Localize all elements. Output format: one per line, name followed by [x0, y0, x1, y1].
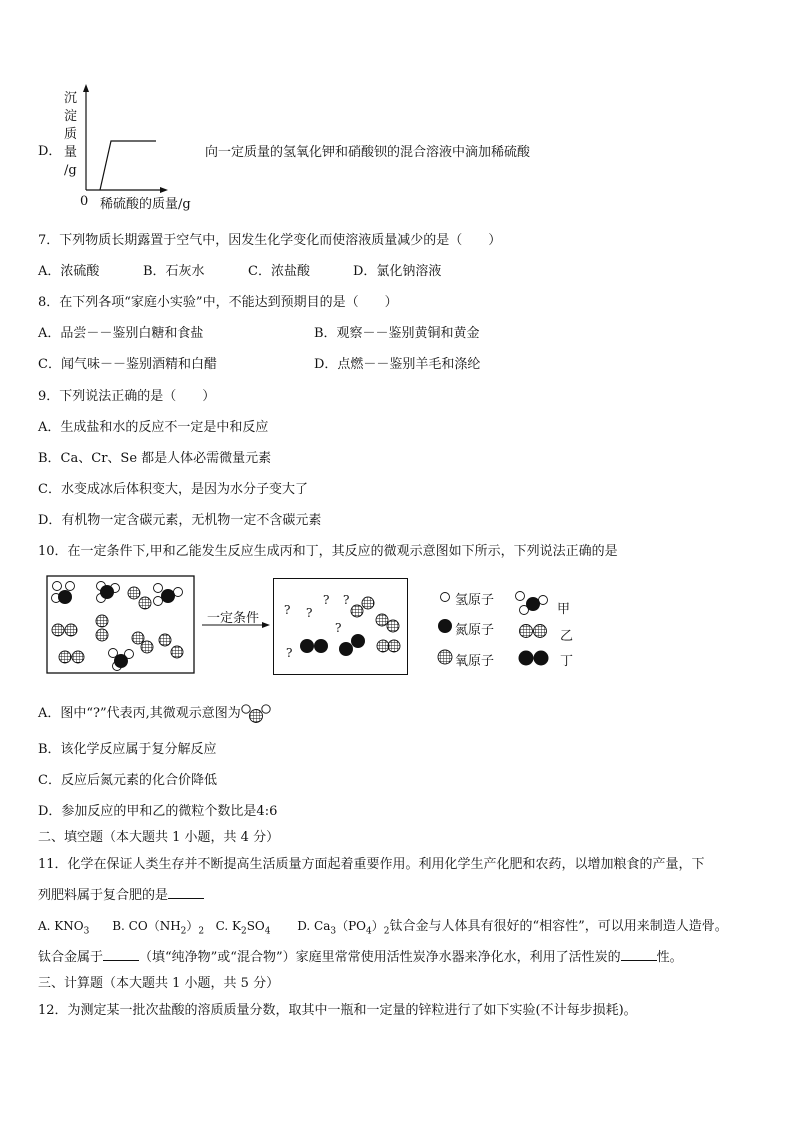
- option-c: C．闻气味－－鉴别酒精和白醋: [38, 357, 217, 372]
- molecule-yi: [159, 634, 171, 646]
- nitrogen-atom-icon: [438, 619, 452, 633]
- option-c: C．水变成冰后体积变大，是因为水分子变大了: [38, 482, 308, 497]
- question-stem-line2: 列肥料属于复合肥的是: [38, 884, 204, 903]
- option-d: D．氯化钠溶液: [353, 264, 442, 279]
- y-axis-arrow: [83, 84, 89, 92]
- option-d: D．点燃－－鉴别羊毛和涤纶: [314, 357, 481, 372]
- option-d: D．有机物一定含碳元素，无机物一定不含碳元素: [38, 513, 322, 528]
- question-stem: 9．下列说法正确的是（ ）: [38, 389, 216, 404]
- legend-oxygen: 氧原子: [455, 654, 495, 669]
- q6d-caption: 向一定质量的氢氧化钾和硝酸钡的混合溶液中滴加稀硫酸: [205, 145, 531, 160]
- legend-nitrogen: 氮原子: [455, 623, 495, 638]
- option-d: D. $Ca_3(PO_4)_2$: [297, 919, 390, 937]
- legend-jia: 甲: [557, 602, 571, 617]
- option-c: C. $K_2SO_4$: [215, 919, 271, 937]
- option-b: B. $CO(NH_2)_2$: [112, 919, 205, 937]
- unknown-mark: ?: [284, 603, 291, 617]
- question-stem: 10．在一定条件下,甲和乙能发生反应生成丙和丁，其反应的微观示意图如下所示，下列说法正确的是: [38, 544, 618, 559]
- unknown-mark: ?: [323, 593, 330, 607]
- option-b: B．该化学反应属于复分解反应: [38, 742, 217, 757]
- precipitate-chart: [78, 84, 168, 194]
- titanium-alloy-text: 钛合金与人体具有很好的“相容性”，可以用来制造人造骨。: [389, 919, 728, 934]
- section-heading: 三、计算题（本大题共 1 小题，共 5 分）: [38, 976, 280, 991]
- answer-blank[interactable]: [621, 948, 657, 961]
- section-heading: 二、填空题（本大题共 1 小题，共 4 分）: [38, 830, 280, 845]
- legend-yi: 乙: [560, 629, 574, 644]
- molecule-ding-icon: [519, 651, 549, 666]
- unknown-mark: ?: [306, 606, 313, 620]
- option-a: A. $KNO_3$: [38, 919, 90, 937]
- molecule-ding: [300, 639, 314, 653]
- option-c: C．浓盐酸: [248, 264, 310, 279]
- option-b: B．石灰水: [143, 264, 205, 279]
- question-stem-line1: 11．化学在保证人类生存并不断提高生活质量方面起着重要作用。利用化学生产化肥和农药，以增加粮食的产量，下: [38, 857, 705, 872]
- molecule-jia: [97, 582, 120, 603]
- chart-xlabel: 稀硫酸的质量/g: [100, 197, 191, 212]
- option-b: B．Ca、Cr、Se 都是人体必需微量元素: [38, 451, 272, 466]
- unknown-mark: ?: [286, 646, 293, 660]
- question-12-stem: 12．为测定某一批次盐酸的溶质质量分数，取其中一瓶和一定量的锌粒进行了如下实验(不计每步损耗)。: [38, 1003, 637, 1018]
- option-label: D．: [38, 144, 62, 159]
- molecule-jia: [154, 584, 183, 606]
- option-c: C．反应后氮元素的化合价降低: [38, 773, 217, 788]
- bing-molecule-icon: [241, 703, 271, 725]
- chart-origin: 0: [80, 194, 89, 209]
- option-b: B．观察－－鉴别黄铜和黄金: [314, 326, 480, 341]
- question-stem: 7．下列物质长期露置于空气中，因发生化学变化而使溶液质量减少的是（ ）: [38, 233, 502, 248]
- reactants-box: [46, 575, 196, 675]
- option-a: A．生成盐和水的反应不一定是中和反应: [38, 420, 269, 435]
- answer-blank[interactable]: [168, 886, 204, 899]
- molecule-jia: [109, 649, 134, 671]
- molecule-jia-icon: [516, 592, 548, 615]
- unknown-mark: ?: [343, 593, 350, 607]
- question-stem-line4: 钛合金属于 （填“纯净物”或“混合物”）家庭里常常使用活性炭净水器来净化水，利用了活性炭的 性。: [38, 950, 683, 965]
- unknown-mark: ?: [335, 621, 342, 635]
- molecule-yi: [132, 632, 144, 644]
- molecule-ding: [339, 642, 353, 656]
- option-a: A．浓硫酸: [38, 264, 100, 279]
- molecule-yi: [52, 624, 64, 636]
- oxygen-atom-icon: [438, 650, 452, 664]
- question-options-line: [38, 915, 728, 936]
- option-d: D．参加反应的甲和乙的微粒个数比是4:6: [38, 804, 278, 819]
- option-a: A．图中“?”代表丙,其微观示意图为: [38, 702, 271, 725]
- legend-molecules: [514, 590, 554, 670]
- molecule-yi: [96, 615, 108, 627]
- option-a: A．品尝－－鉴别白糖和食盐: [38, 326, 204, 341]
- legend-atoms: [437, 589, 453, 669]
- data-line: [100, 141, 156, 190]
- molecule-yi: [59, 651, 71, 663]
- molecule-yi-icon: [520, 625, 547, 638]
- products-box: [273, 578, 408, 675]
- legend-ding: 丁: [560, 654, 574, 669]
- reaction-condition: 一定条件: [207, 611, 260, 626]
- chart-ylabel: 沉 淀 质 量 /g: [64, 91, 78, 178]
- hydrogen-atom-icon: [441, 593, 450, 602]
- product-molecules: [274, 579, 407, 674]
- answer-blank[interactable]: [103, 948, 139, 961]
- molecule-jia: [52, 582, 75, 605]
- legend-hydrogen: 氢原子: [455, 593, 495, 608]
- molecule-yi: [128, 587, 140, 599]
- reaction-arrow: [200, 620, 272, 630]
- question-stem: 8．在下列各项“家庭小实验”中，不能达到预期目的是（ ）: [38, 295, 398, 310]
